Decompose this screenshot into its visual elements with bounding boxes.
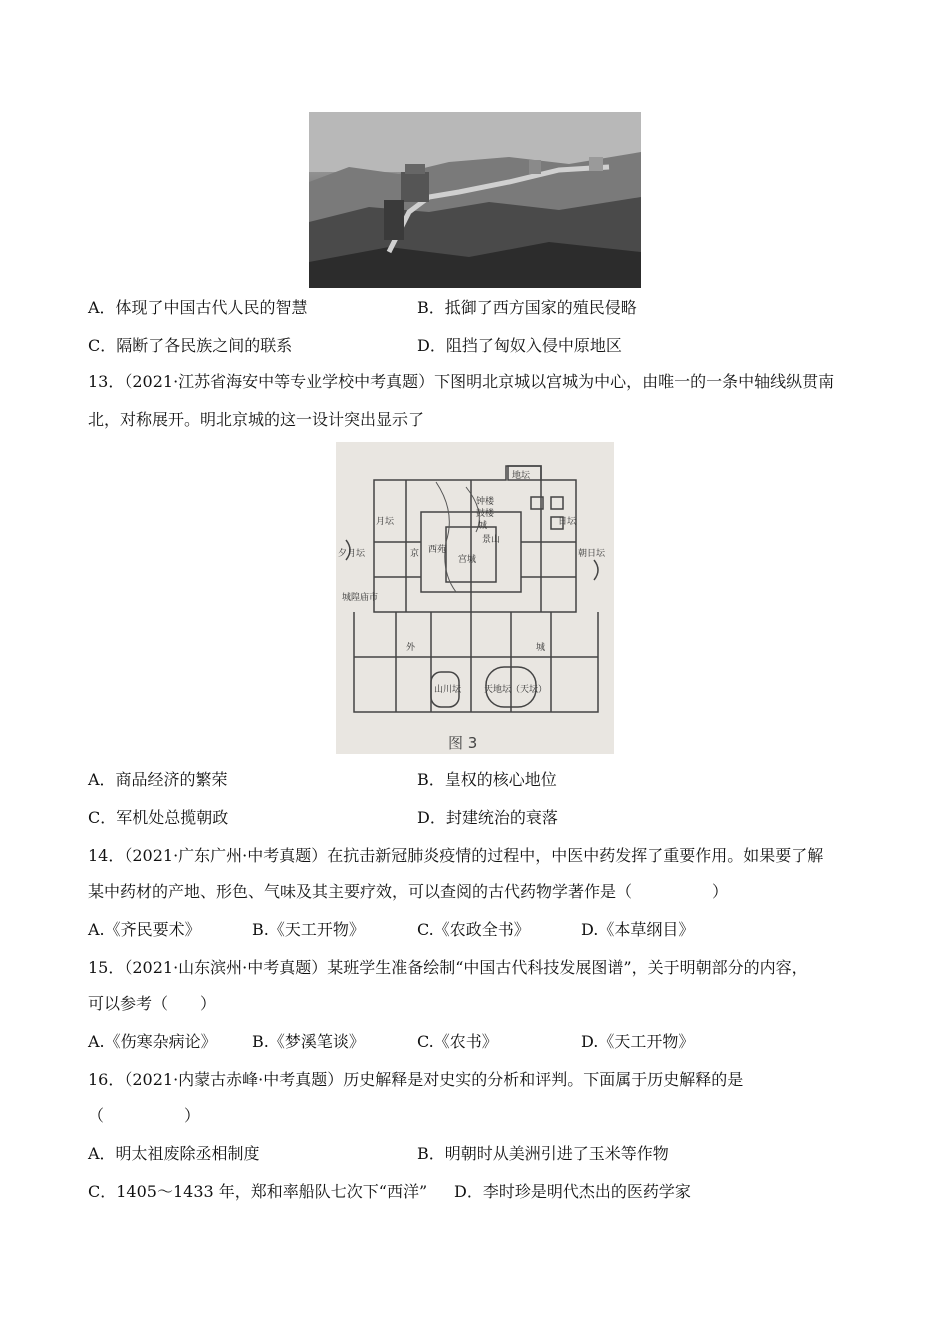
map-caption: 图 3 bbox=[448, 734, 478, 752]
map-label-gulou: 鼓楼 bbox=[476, 509, 495, 519]
q13-option-b: B．皇权的核心地位 bbox=[417, 770, 557, 789]
q12-option-c: C．隔断了各民族之间的联系 bbox=[88, 336, 293, 355]
map-label-wai: 外 bbox=[406, 643, 416, 653]
q15-option-a: A.《伤寒杂病论》 bbox=[88, 1032, 217, 1051]
q16-option-a: A．明太祖废除丞相制度 bbox=[88, 1144, 260, 1163]
map-label-cheng-upper: 城 bbox=[478, 521, 488, 531]
q14-option-d: D.《本草纲目》 bbox=[581, 920, 695, 939]
map-label-xiyuetan: 夕月坛 bbox=[338, 549, 366, 559]
q16-option-b: B．明朝时从美洲引进了玉米等作物 bbox=[417, 1144, 669, 1163]
q13-stem-line1: 13．（2021·江苏省海安中等专业学校中考真题）下图明北京城以宫城为中心，由唯一的一条中轴线纵贯南 bbox=[88, 372, 835, 391]
q13-stem-line2: 北，对称展开。明北京城的这一设计突出显示了 bbox=[88, 410, 425, 429]
map-label-ditan: 地坛 bbox=[512, 471, 531, 481]
q16-stem-line1: 16．（2021·内蒙古赤峰·中考真题）历史解释是对史实的分析和评判。下面属于历史解释的是 bbox=[88, 1070, 744, 1089]
q15-option-d: D.《天工开物》 bbox=[581, 1032, 695, 1051]
q13-option-d: D．封建统治的衰落 bbox=[417, 808, 558, 827]
q12-option-a: A．体现了中国古代人民的智慧 bbox=[88, 298, 308, 317]
map-label-cheng-outer: 城 bbox=[536, 643, 546, 653]
q14-stem-line2: 某中药材的产地、形色、气味及其主要疗效，可以查阅的古代药物学著作是（ ） bbox=[88, 882, 729, 901]
map-label-jing: 京 bbox=[410, 549, 420, 559]
q16-option-d: D．李时珍是明代杰出的医药学家 bbox=[454, 1182, 691, 1201]
map-label-shanchuantan: 山川坛 bbox=[434, 685, 462, 695]
q14-option-b: B.《天工开物》 bbox=[252, 920, 365, 939]
q15-stem-line1: 15．（2021·山东滨州·中考真题）某班学生准备绘制“中国古代科技发展图谱”，关于明朝部分的内容， bbox=[88, 958, 808, 977]
q16-stem-line2: （ ） bbox=[88, 1106, 201, 1125]
map-label-zhonglou: 钟楼 bbox=[476, 497, 495, 507]
map-label-xiyuan: 西苑 bbox=[428, 545, 447, 555]
q12-option-b: B．抵御了西方国家的殖民侵略 bbox=[417, 298, 637, 317]
q12-option-d: D．阻挡了匈奴入侵中原地区 bbox=[417, 336, 622, 355]
map-label-ritan: 日坛 bbox=[558, 517, 577, 527]
map-label-jingshan: 景山 bbox=[482, 535, 501, 545]
map-label-tiandetan: 天地坛（天坛） bbox=[484, 685, 548, 695]
q14-stem-line1: 14．（2021·广东广州·中考真题）在抗击新冠肺炎疫情的过程中，中医中药发挥了重要作用。如果要了解 bbox=[88, 846, 824, 865]
map-label-chaoritan: 朝日坛 bbox=[578, 549, 606, 559]
q14-option-c: C.《农政全书》 bbox=[417, 920, 530, 939]
q14-option-a: A.《齐民要术》 bbox=[88, 920, 201, 939]
great-wall-photo bbox=[309, 112, 641, 288]
q13-option-c: C．军机处总揽朝政 bbox=[88, 808, 229, 827]
map-label-yuetan: 月坛 bbox=[376, 517, 395, 527]
q15-option-b: B.《梦溪笔谈》 bbox=[252, 1032, 365, 1051]
map-label-chenghuangmiaoshi: 城隍庙市 bbox=[342, 593, 379, 603]
map-label-gongcheng: 宫城 bbox=[458, 555, 477, 565]
q16-option-c: C．1405～1433 年，郑和率船队七次下“西洋” bbox=[88, 1182, 428, 1201]
q13-option-a: A．商品经济的繁荣 bbox=[88, 770, 228, 789]
q15-stem-line2: 可以参考（ ） bbox=[88, 994, 217, 1013]
ming-beijing-map bbox=[336, 442, 614, 754]
q15-option-c: C.《农书》 bbox=[417, 1032, 498, 1051]
